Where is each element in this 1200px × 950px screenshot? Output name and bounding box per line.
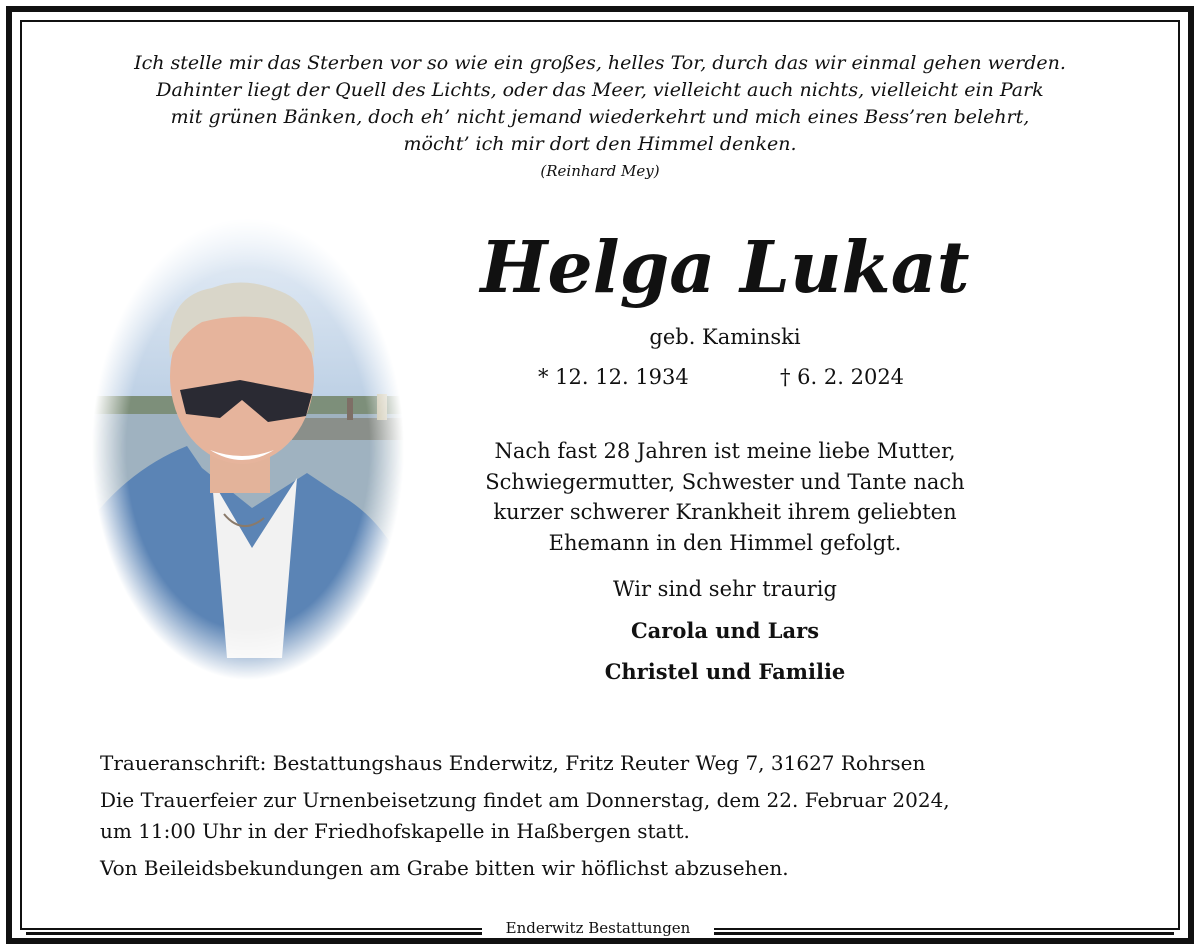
announcement-line: kurzer schwerer Krankheit ihrem geliebten [493, 500, 957, 524]
announcement-line: Nach fast 28 Jahren ist meine liebe Mutter, [494, 439, 956, 463]
announcement-text [440, 436, 1010, 558]
ceremony-line: um 11:00 Uhr in der Friedhofskapelle in Haßbergen statt. [100, 819, 690, 843]
ceremony-line: Die Trauerfeier zur Urnenbeisetzung findet am Donnerstag, dem 22. Februar 2024, [100, 788, 950, 812]
footer-rule [26, 932, 482, 935]
mourning-address: Traueranschrift: Bestattungshaus Enderwitz, Fritz Reuter Weg 7, 31627 Rohrsen [100, 751, 926, 775]
announcement-line: Schwiegermutter, Schwester und Tante nach [485, 469, 965, 494]
poem-line: Dahinter liegt der Quell des Lichts, oder das Meer, vielleicht auch nichts, vielleicht ein Park [156, 79, 1044, 101]
poem-line: Ich stelle mir das Sterben vor so wie ein großes, helles Tor, durch das wir einmal gehen werden. [134, 52, 1066, 74]
mourning-statement: Wir sind sehr traurig [613, 577, 837, 601]
announcement-line: Ehemann in den Himmel gefolgt. [548, 530, 902, 555]
signer-1: Carola und Lars [630, 618, 820, 643]
maiden-name: geb. Kaminski [649, 325, 801, 349]
undertaker-name: Enderwitz Bestattungen [482, 918, 714, 938]
deceased-name: Helga Lukat [480, 225, 970, 309]
poem-block [80, 50, 1120, 184]
poem-author: (Reinhard Mey) [540, 162, 660, 180]
condolence-note: Von Beileidsbekundungen am Grabe bitten wir höflichst abzusehen. [100, 856, 789, 880]
poem-line: mit grünen Bänken, doch eh’ nicht jemand wiederkehrt und mich eines Bess’ren belehrt, [170, 106, 1030, 128]
signer-2: Christel und Familie [604, 659, 846, 684]
death-date: † 6. 2. 2024 [780, 365, 905, 389]
poem-line: möcht’ ich mir dort den Himmel denken. [403, 133, 797, 155]
footer-rule [714, 932, 1174, 935]
funeral-info [100, 748, 1110, 884]
portrait-photo [92, 218, 404, 680]
birth-date: * 12. 12. 1934 [538, 365, 689, 389]
